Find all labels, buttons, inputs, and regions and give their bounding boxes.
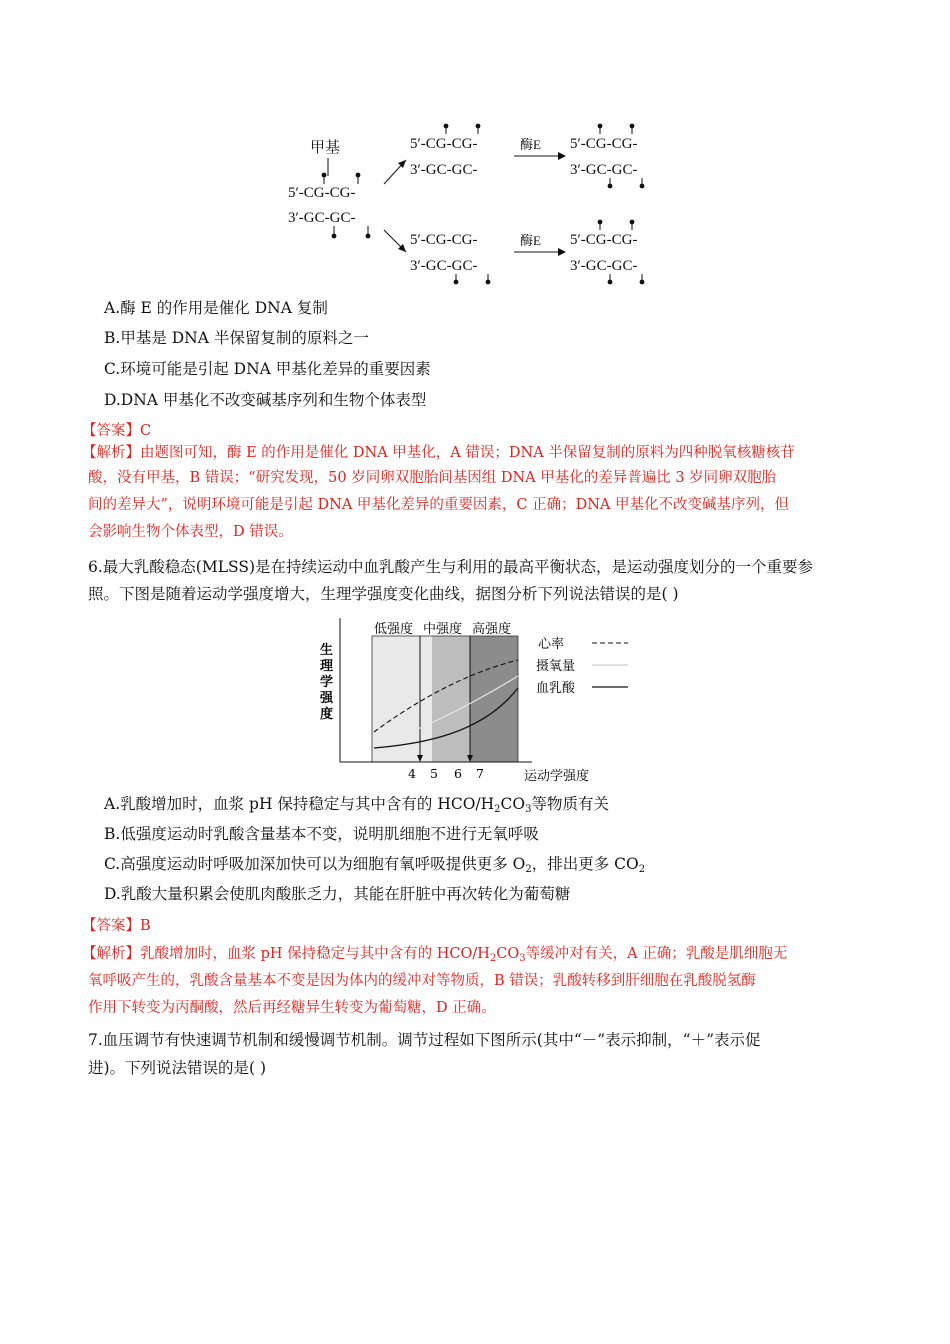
q5-analysis-line1 (82, 442, 795, 464)
y-axis-label-char: 理 (320, 659, 334, 674)
analysis-tag: 【解析】 (82, 445, 140, 461)
daughter1-top: 5′-CG-CG- (410, 136, 478, 152)
q7-stem-line1: 7.血压调节有快速调节机制和缓慢调节机制。调节过程如下图所示(其中“－”表示抑制，“＋”表示促 (88, 1031, 761, 1049)
answer-value: B (140, 918, 151, 934)
q5-analysis-line4: 会影响生物个体表型，D 错误。 (88, 524, 293, 540)
text: CO (500, 795, 526, 813)
q5-option-a: A.酶 E 的作用是催化 DNA 复制 (104, 299, 328, 317)
text: ，排出更多 CO (531, 855, 639, 873)
methyl-label: 甲基 (310, 140, 341, 156)
product1-top: 5′-CG-CG- (570, 136, 638, 152)
daughter2-bottom: 3′-GC-GC- (410, 258, 478, 274)
q6-analysis-line1 (82, 943, 787, 965)
q6-analysis-line2: 氧呼吸产生的，乳酸含量基本不变是因为体内的缓冲对等物质，B 错误；乳酸转移到肝细胞在乳酸脱氢酶 (88, 973, 756, 989)
text: 乳酸增加时，血浆 pH 保持稳定与其中含有的 HCO/H (140, 946, 490, 962)
zone-label-high: 高强度 (472, 622, 512, 637)
subscript: 3 (525, 804, 532, 815)
q5-analysis-line3: 间的差异大”，说明环境可能是引起 DNA 甲基化差异的重要因素，C 正确；DNA 甲基化不改变碱基序列，但 (88, 497, 790, 513)
subscript: 3 (519, 953, 526, 964)
x-tick: 4 (408, 766, 416, 781)
enzyme-label-1: 酶E (520, 137, 541, 152)
q5-option-d: D.DNA 甲基化不改变碱基序列和生物个体表型 (104, 391, 427, 409)
dna-methylation-diagram (280, 118, 680, 290)
q5-option-b: B.甲基是 DNA 半保留复制的原料之一 (104, 329, 369, 347)
y-axis-label-char: 学 (320, 675, 334, 690)
q6-stem-line1: 6.最大乳酸稳态(MLSS)是在持续运动中血乳酸产生与利用的最高平衡状态，是运动强度划分的一个重要参 (88, 558, 814, 576)
answer-tag: 【答案】 (82, 423, 140, 439)
y-axis-label-char: 强 (320, 691, 334, 706)
y-axis-label (319, 642, 334, 722)
product2-top: 5′-CG-CG- (570, 232, 638, 248)
text: C.高强度运动时呼吸加深加快可以为细胞有氧呼吸提供更多 O (104, 855, 526, 873)
q7-stem-line2: 进)。下列说法错误的是( ) (88, 1059, 267, 1077)
q6-answer (82, 915, 151, 937)
q6-option-c (104, 853, 645, 875)
q5-answer (82, 420, 151, 442)
q6-option-b: B.低强度运动时乳酸含量基本不变，说明肌细胞不进行无氧呼吸 (104, 825, 539, 843)
daughter2-top: 5′-CG-CG- (410, 232, 478, 248)
product1-bottom: 3′-GC-GC- (570, 162, 638, 178)
legend-blood-lactate: 血乳酸 (536, 681, 576, 696)
text: 等缓冲对有关，A 正确；乳酸是肌细胞无 (525, 946, 788, 962)
daughter1-bottom: 3′-GC-GC- (410, 162, 478, 178)
legend-heart-rate: 心率 (538, 637, 565, 652)
product2-bottom: 3′-GC-GC- (570, 258, 638, 274)
x-tick: 5 (430, 766, 438, 781)
text: CO (496, 946, 520, 962)
parent-strand-top: 5′-CG-CG- (288, 185, 356, 201)
q6-analysis-line3: 作用下转变为丙酮酸，然后再经糖异生转变为葡萄糖，D 正确。 (88, 1000, 496, 1016)
x-axis-label: 运动学强度 (524, 769, 590, 784)
subscript: 2 (489, 953, 497, 964)
x-tick: 6 (454, 766, 462, 781)
zone-label-low: 低强度 (374, 622, 414, 637)
analysis-text: 由题图可知，酶 E 的作用是催化 DNA 甲基化，A 错误；DNA 半保留复制的原料为四种脱氧核糖核苷 (140, 445, 795, 461)
subscript: 2 (638, 864, 646, 875)
y-axis-label-char: 度 (320, 707, 334, 722)
q6-option-a (104, 793, 609, 815)
legend-oxygen-uptake: 摄氧量 (536, 659, 576, 674)
answer-value: C (140, 423, 152, 439)
y-axis-label-char: 生 (320, 643, 334, 658)
parent-strand-bottom: 3′-GC-GC- (288, 210, 356, 226)
q6-stem-line2: 照。下图是随着运动学强度增大，生理学强度变化曲线，据图分析下列说法错误的是( ) (88, 585, 679, 603)
x-tick: 7 (476, 766, 484, 781)
q5-option-c: C.环境可能是引起 DNA 甲基化差异的重要因素 (104, 360, 431, 378)
text: A.乳酸增加时，血浆 pH 保持稳定与其中含有的 HCO/H (104, 795, 495, 813)
zone-mid (432, 636, 470, 762)
q6-option-d: D.乳酸大量积累会使肌肉酸胀乏力，其能在肝脏中再次转化为葡萄糖 (104, 885, 571, 903)
q5-analysis-line2: 酸，没有甲基，B 错误；“研究发现，50 岁同卵双胞胎间基因组 DNA 甲基化的差异普遍比 3 岁同卵双胞胎 (88, 470, 777, 486)
exercise-intensity-chart (312, 612, 642, 788)
answer-tag: 【答案】 (82, 918, 140, 934)
subscript: 2 (525, 864, 532, 875)
subscript: 2 (494, 804, 501, 815)
enzyme-label-2: 酶E (520, 233, 541, 248)
text: 等物质有关 (531, 795, 610, 813)
zone-label-mid: 中强度 (423, 622, 463, 637)
analysis-tag: 【解析】 (82, 946, 140, 962)
